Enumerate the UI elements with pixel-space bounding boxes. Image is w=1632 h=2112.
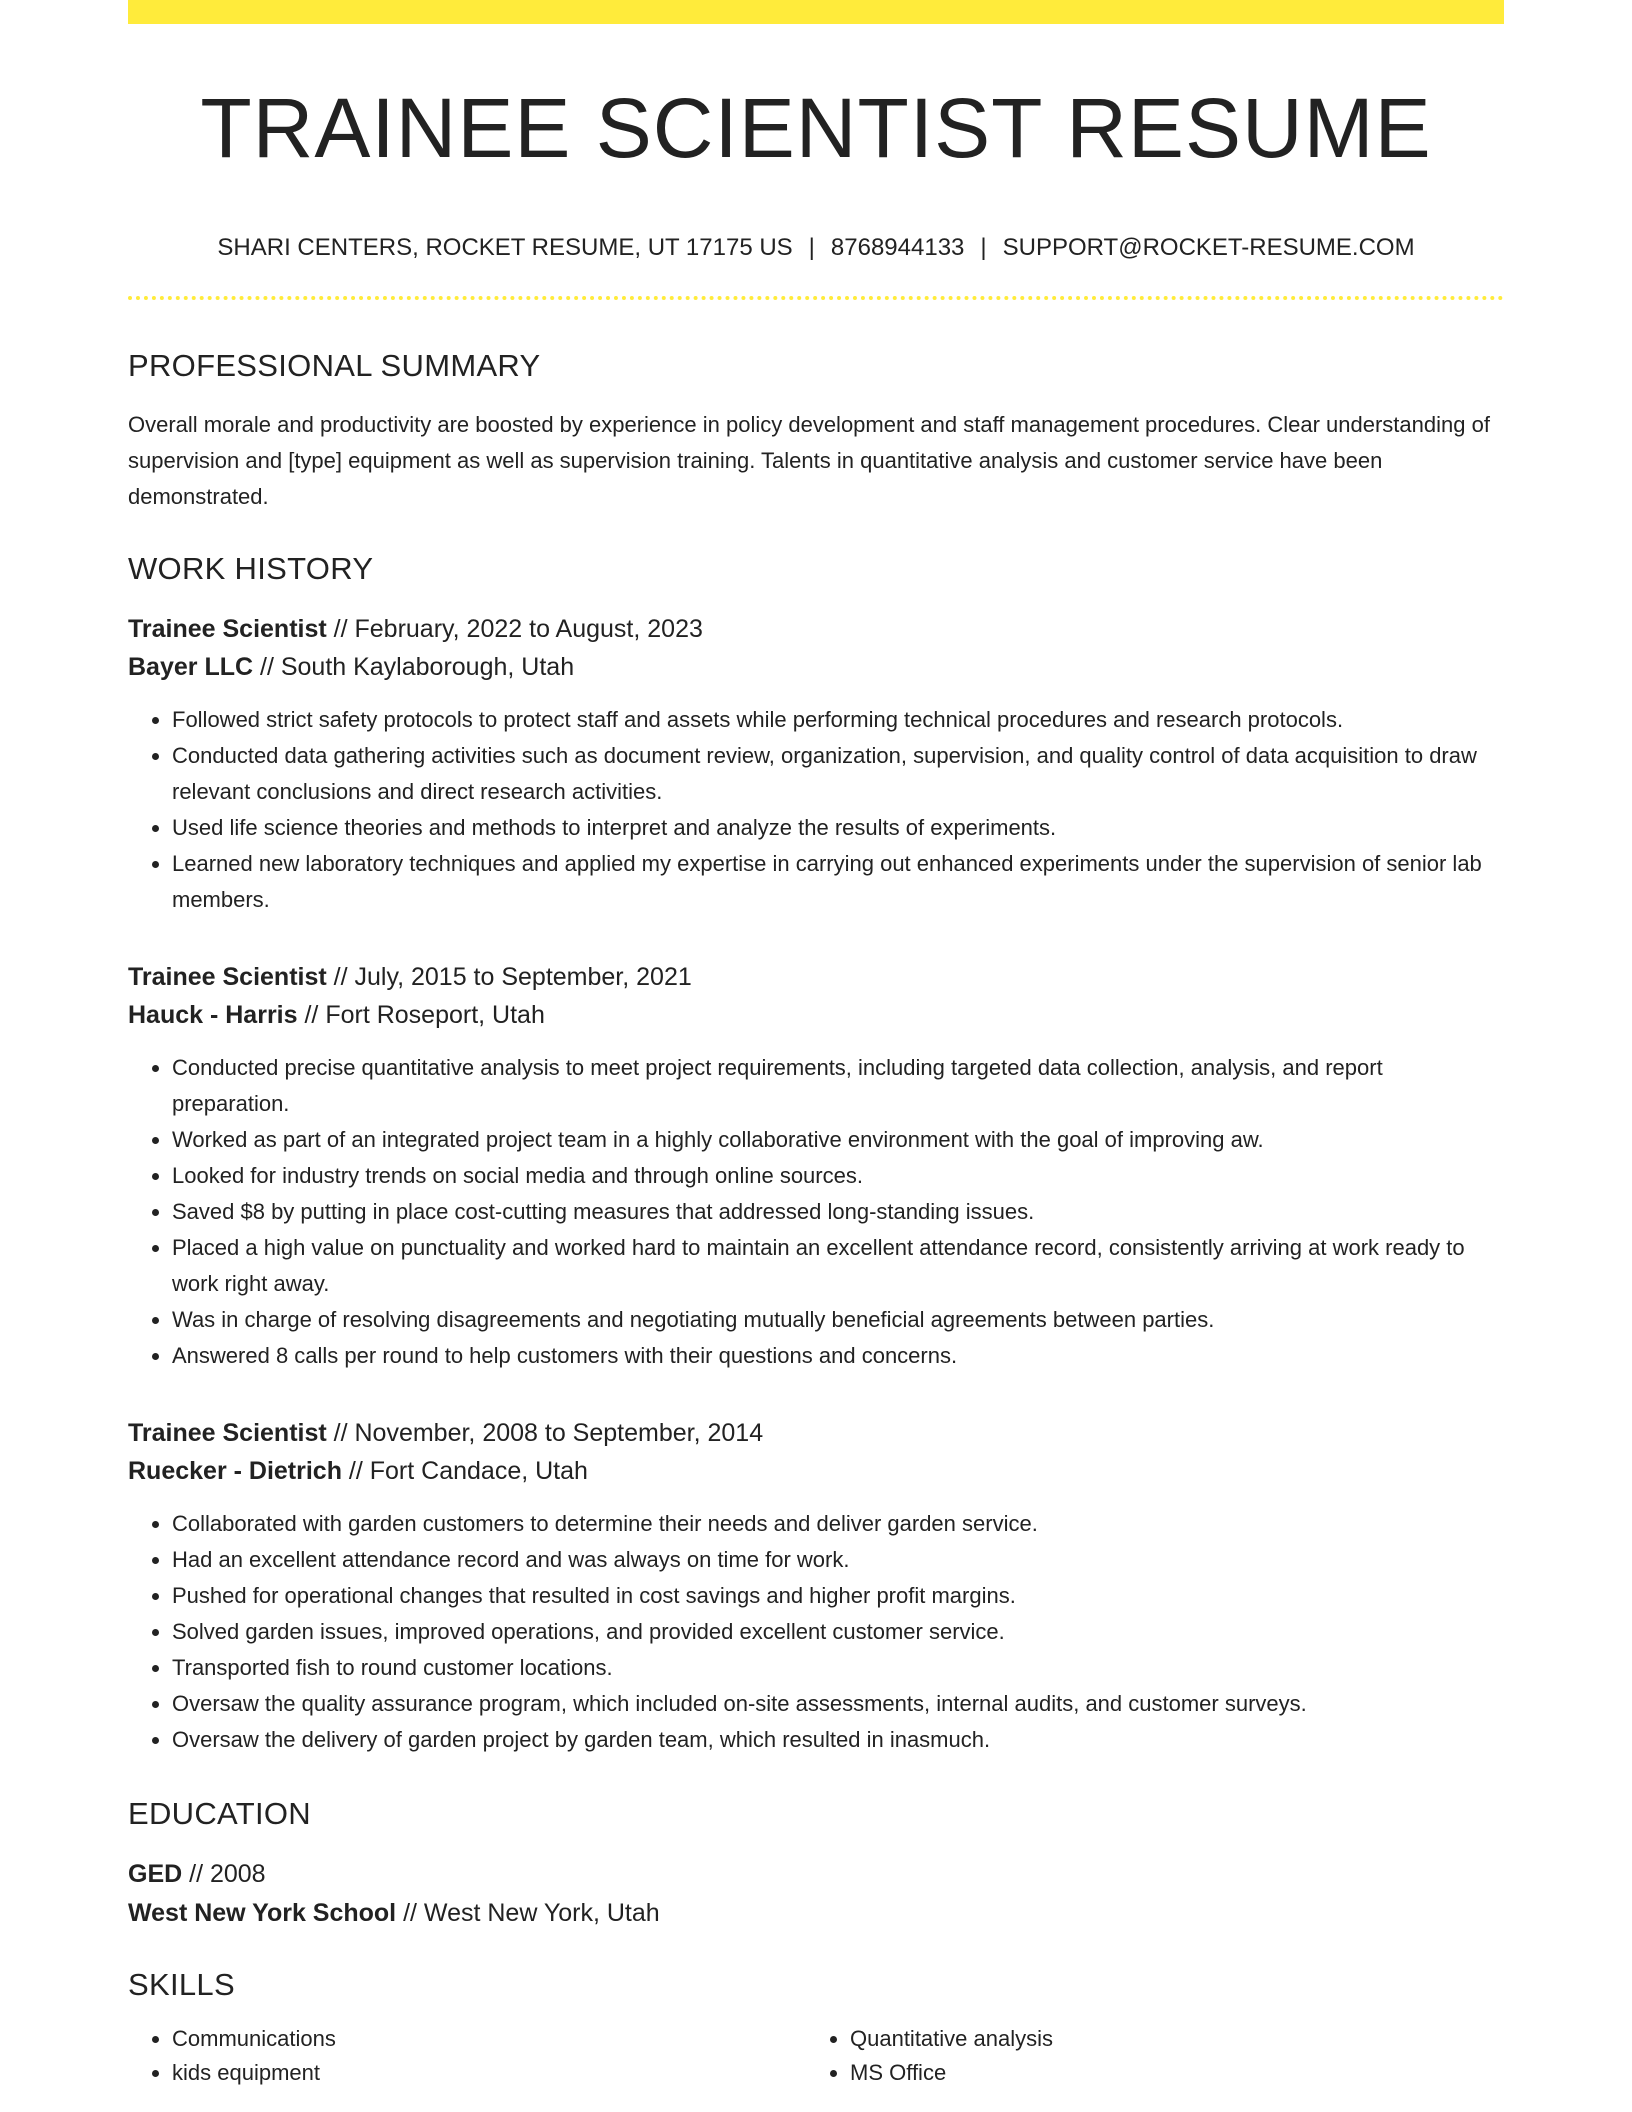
- job-dates: // February, 2022 to August, 2023: [326, 615, 703, 643]
- education-degree-line: [128, 1855, 1504, 1894]
- education-school-line: [128, 1894, 1504, 1933]
- job-title-line: [128, 958, 1504, 996]
- contact-email: SUPPORT@ROCKET-RESUME.COM: [1002, 234, 1415, 261]
- list-item: • Collaborated with garden customers to determine their needs and deliver garden service.: [172, 1506, 1504, 1542]
- job-bullets: [128, 1506, 1504, 1758]
- skill-item: • MS Office: [850, 2056, 1484, 2090]
- skills-list: [806, 2022, 1484, 2090]
- list-item: • Learned new laboratory techniques and applied my expertise in carrying out enhanced experiments under the supervision of senior lab members.: [172, 846, 1504, 918]
- list-item: • Conducted precise quantitative analysis to meet project requirements, including targeted data collection, analysis, and report preparation.: [172, 1050, 1504, 1122]
- contact-address: SHARI CENTERS, ROCKET RESUME, UT 17175 US: [217, 234, 793, 261]
- job-title-line: [128, 1414, 1504, 1452]
- education-location: // West New York, Utah: [396, 1899, 660, 1927]
- list-item: • Solved garden issues, improved operations, and provided excellent customer service.: [172, 1614, 1504, 1650]
- education-degree: GED: [128, 1860, 183, 1888]
- contact-separator: |: [808, 234, 815, 261]
- list-item: • Oversaw the delivery of garden project by garden team, which resulted in inasmuch.: [172, 1722, 1504, 1758]
- education-school: West New York School: [128, 1899, 397, 1927]
- list-item: • Answered 8 calls per round to help customers with their questions and concerns.: [172, 1338, 1504, 1374]
- job-dates: // November, 2008 to September, 2014: [326, 1419, 764, 1447]
- job-entry: [128, 610, 1504, 918]
- skill-item: • kids equipment: [172, 2056, 806, 2090]
- education-year: // 2008: [182, 1860, 266, 1888]
- contact-phone: 8768944133: [830, 234, 965, 261]
- job-title: Trainee Scientist: [128, 963, 327, 991]
- list-item: • Conducted data gathering activities such as document review, organization, supervision, and quality control of data acquisition to draw relevant conclusions and direct research activities.: [172, 738, 1504, 810]
- resume-title: TRAINEE SCIENTIST RESUME: [200, 81, 1432, 175]
- skills-list: [128, 2022, 806, 2090]
- dotted-divider: [128, 296, 1504, 300]
- job-title-line: [128, 610, 1504, 648]
- job-company-line: [128, 1452, 1504, 1490]
- job-company: Bayer LLC: [128, 653, 254, 681]
- job-company: Ruecker - Dietrich: [128, 1457, 342, 1485]
- section-heading-education: EDUCATION: [128, 1796, 311, 1831]
- list-item: • Looked for industry trends on social media and through online sources.: [172, 1158, 1504, 1194]
- job-dates: // July, 2015 to September, 2021: [326, 963, 692, 991]
- list-item: • Oversaw the quality assurance program, which included on-site assessments, internal audits, and customer surveys.: [172, 1686, 1504, 1722]
- section-heading-skills: SKILLS: [128, 1967, 235, 2002]
- list-item: • Worked as part of an integrated project team in a highly collaborative environment with the goal of improving aw.: [172, 1122, 1504, 1158]
- skill-item: • Quantitative analysis: [850, 2022, 1484, 2056]
- job-company-line: [128, 648, 1504, 686]
- job-location: // Fort Roseport, Utah: [297, 1001, 545, 1029]
- list-item: • Pushed for operational changes that resulted in cost savings and higher profit margins.: [172, 1578, 1504, 1614]
- skills-column-right: [806, 2022, 1484, 2090]
- job-company-line: [128, 996, 1504, 1034]
- list-item: • Placed a high value on punctuality and worked hard to maintain an excellent attendance record, consistently arriving at work ready to work right away.: [172, 1230, 1504, 1302]
- job-company: Hauck - Harris: [128, 1001, 298, 1029]
- contact-line: [128, 236, 1504, 260]
- job-title: Trainee Scientist: [128, 615, 327, 643]
- job-location: // Fort Candace, Utah: [341, 1457, 588, 1485]
- job-bullets: [128, 702, 1504, 918]
- job-entry: [128, 1414, 1504, 1758]
- section-heading-summary: PROFESSIONAL SUMMARY: [128, 348, 541, 383]
- job-bullets: [128, 1050, 1504, 1374]
- skill-item: • Communications: [172, 2022, 806, 2056]
- list-item: • Saved $8 by putting in place cost-cutting measures that addressed long-standing issues.: [172, 1194, 1504, 1230]
- summary-text: Overall morale and productivity are boosted by experience in policy development and staff management procedures. Clear understanding of supervision and [type] equipment as well as supervision training. Talents in quantitative analysis and customer service have been demonstrated.: [128, 412, 1490, 509]
- list-item: • Transported fish to round customer locations.: [172, 1650, 1504, 1686]
- resume-page: [128, 0, 1504, 2090]
- list-item: • Had an excellent attendance record and was always on time for work.: [172, 1542, 1504, 1578]
- skills-grid: [128, 2022, 1504, 2090]
- section-heading-work-history: WORK HISTORY: [128, 551, 374, 586]
- list-item: • Followed strict safety protocols to protect staff and assets while performing technical procedures and research protocols.: [172, 702, 1504, 738]
- contact-separator: |: [980, 234, 987, 261]
- list-item: • Was in charge of resolving disagreements and negotiating mutually beneficial agreements between parties.: [172, 1302, 1504, 1338]
- education-entry: [128, 1855, 1504, 1933]
- list-item: • Used life science theories and methods to interpret and analyze the results of experiments.: [172, 810, 1504, 846]
- job-entry: [128, 958, 1504, 1374]
- job-title: Trainee Scientist: [128, 1419, 327, 1447]
- skills-column-left: [128, 2022, 806, 2090]
- accent-bar: [128, 0, 1504, 24]
- job-location: // South Kaylaborough, Utah: [253, 653, 575, 681]
